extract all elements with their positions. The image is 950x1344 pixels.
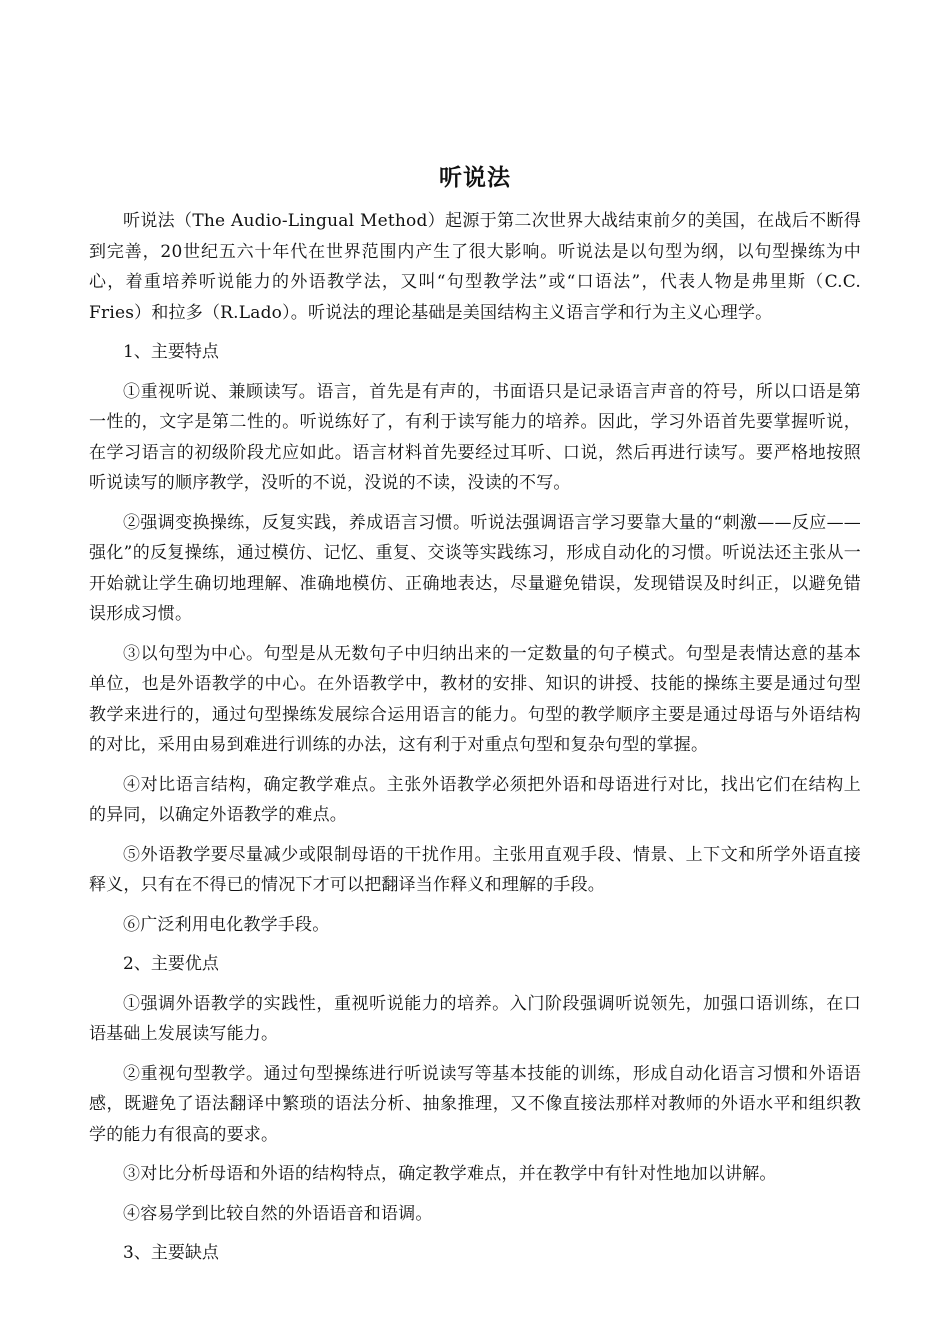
feature-item-4: ④对比语言结构，确定教学难点。主张外语教学必须把外语和母语进行对比，找出它们在结构上的异同，以确定外语教学的难点。: [89, 774, 861, 825]
feature-item-6: ⑥广泛利用电化教学手段。: [123, 914, 330, 935]
page-title: 听说法: [439, 164, 511, 191]
advantage-item-3: ③对比分析母语和外语的结构特点，确定教学难点，并在教学中有针对性地加以讲解。: [123, 1164, 777, 1184]
advantage-item-1: ①强调外语教学的实践性，重视听说能力的培养。入门阶段强调听说领先，加强口语训练，在口语基础上发展读写能力。: [89, 993, 861, 1044]
advantage-item-2: ②重视句型教学。通过句型操练进行听说读写等基本技能的训练，形成自动化语言习惯和外语语感，既避免了语法翻译中繁琐的语法分析、抽象推理，又不像直接法那样对教师的外语水平和组织教学的能力有很高的要求。: [89, 1063, 861, 1145]
section-heading-advantages: 2、主要优点: [123, 954, 219, 974]
feature-item-2: ②强调变换操练，反复实践，养成语言习惯。听说法强调语言学习要靠大量的“刺激——反应——强化”的反复操练，通过模仿、记忆、重复、交谈等实践练习，形成自动化的习惯。听说法还主张从一开始就让学生确切地理解、准确地模仿、正确地表达，尽量避免错误，发现错误及时纠正，以避免错误形成习惯。: [89, 512, 861, 624]
feature-item-5: ⑤外语教学要尽量减少或限制母语的干扰作用。主张用直观手段、情景、上下文和所学外语直接释义，只有在不得已的情况下才可以把翻译当作释义和理解的手段。: [89, 844, 861, 895]
advantage-item-4: ④容易学到比较自然的外语语音和语调。: [123, 1203, 433, 1224]
section-heading-features: 1、主要特点: [123, 342, 219, 362]
section-heading-disadvantages: 3、主要缺点: [123, 1243, 219, 1263]
feature-item-3: ③以句型为中心。句型是从无数句子中归纳出来的一定数量的句子模式。句型是表情达意的基本单位，也是外语教学的中心。在外语教学中，教材的安排、知识的讲授、技能的操练主要是通过句型教学来进行的，通过句型操练发展综合运用语言的能力。句型的教学顺序主要是通过母语与外语结构的对比，采用由易到难进行训练的办法，这有利于对重点句型和复杂句型的掌握。: [89, 643, 861, 755]
intro-paragraph: 听说法（The Audio-Lingual Method）起源于第二次世界大战结束前夕的美国，在战后不断得到完善，20世纪五六十年代在世界范围内产生了很大影响。听说法是以句型为纲，以句型操练为中心，着重培养听说能力的外语教学法，又叫“句型教学法”或“口语法”，代表人物是弗里斯（C.C. Fries）和拉多（R.Lado）。听说法的理论基础是美国结构主义语言学和行为主义心理学。: [89, 211, 861, 323]
document-page: [89, 160, 861, 1278]
feature-item-1: ①重视听说、兼顾读写。语言，首先是有声的，书面语只是记录语言声音的符号，所以口语是第一性的，文字是第二性的。听说练好了，有利于读写能力的培养。因此，学习外语首先要掌握听说，在学习语言的初级阶段尤应如此。语言材料首先要经过耳听、口说，然后再进行读写。要严格地按照听说读写的顺序教学，没听的不说，没说的不读，没读的不写。: [89, 381, 861, 493]
